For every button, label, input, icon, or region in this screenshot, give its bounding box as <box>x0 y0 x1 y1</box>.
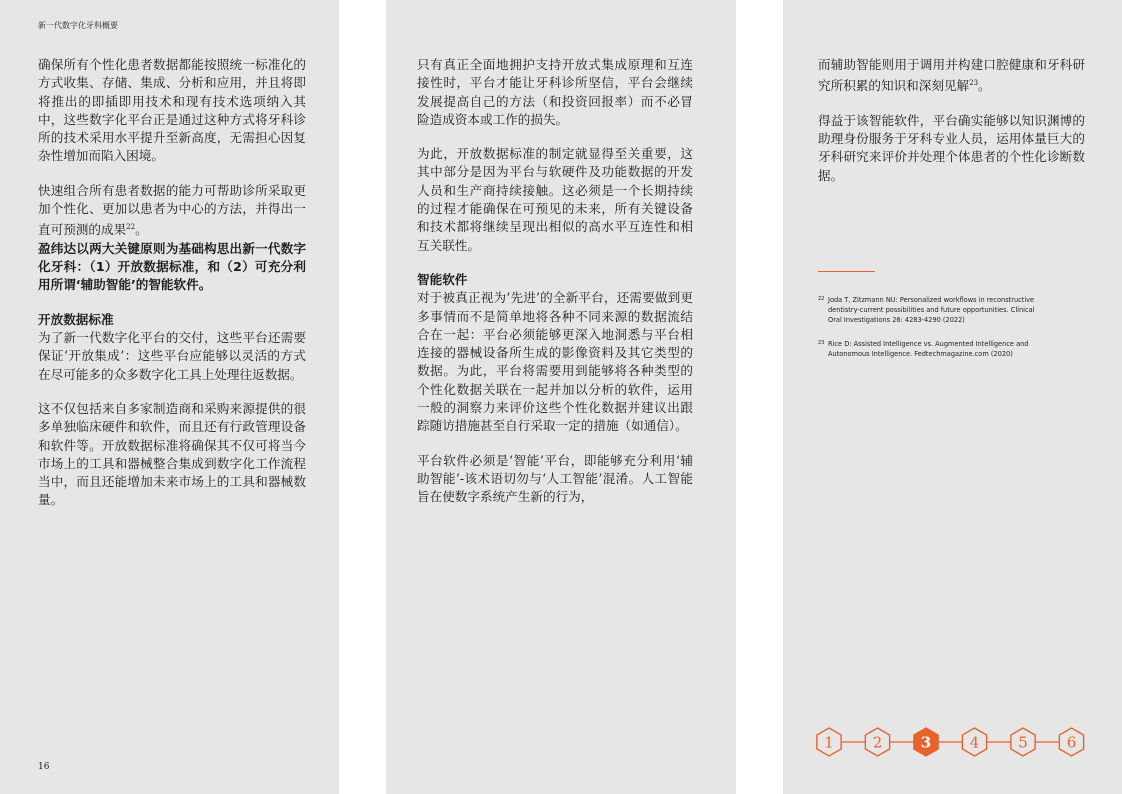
pager-item-label: 2 <box>872 733 883 752</box>
paragraph: 为了新一代数字化平台的交付，这些平台还需要保证‘开放集成’：这些平台应能够以灵活的方式在尽可能多的众多数字化工具上处理往返数据。 <box>38 330 306 382</box>
pager-item-label: 6 <box>1066 733 1077 752</box>
footnote-number: 22 <box>818 296 825 302</box>
page-number: 16 <box>38 762 50 772</box>
pager-item-4[interactable] <box>962 728 986 756</box>
paragraph: 确保所有个性化患者数据都能按照统一标准化的方式收集、存储、集成、分析和应用，并且将即将推出的即插即用技术和现有技术选项纳入其中，这些数字化平台正是通过这种方式将牙科诊所的技术采用水平提升至新高度，无需担心因复杂性增加而陷入困境。 <box>38 57 306 164</box>
footnote-number: 23 <box>818 340 825 346</box>
footnote-text: Joda T, Zitzmann NU: Personalized workflows in reconstructive dentistry-current possibilities and future opportunities. Clinical Oral Investigations 26: 4283-4290 (2022) <box>828 296 1035 324</box>
paragraph: 而辅助智能则用于调用并构建口腔健康和牙科研究所积累的知识和深刻见解$^{23}$。 <box>818 57 1085 94</box>
pager-item-label: 1 <box>824 733 834 752</box>
section-heading: 开放数据标准 <box>38 311 114 327</box>
paragraph: 平台软件必须是‘智能’平台，即能够充分利用‘辅助智能’-该术语切勿与‘人工智能’混淆。人工智能旨在使数字系统产生新的行为， <box>417 452 693 505</box>
pager-item-6[interactable] <box>1059 728 1083 756</box>
footnote-ref: 22 <box>126 223 136 232</box>
pager-item-1[interactable] <box>817 728 841 756</box>
pager-item-label: 4 <box>969 733 980 752</box>
paragraph: 对于被真正视为‘先进’的全新平台，还需要做到更多事情而不是简单地将各种不同来源的数据流结合在一起：平台必须能够更深入地洞悉与平台相连接的器械设备所生成的影像资料及其它类型的数据。为此，平台将需要用到能够将各种类型的个性化数据关联在一起并加以分析的软件，运用一般的洞察力来评价这些个性化数据并建议出跟踪随访措施甚至自行采取一定的措施（如通信）。 <box>417 290 693 434</box>
pager-item-label: 3 <box>920 733 932 752</box>
paragraph: 只有真正全面地拥护支持开放式集成原理和互连接性时，平台才能让牙科诊所坚信，平台会继续发展提高自己的方法（和投资回报率）而不必冒险造成资本或工作的损失。 <box>417 57 693 127</box>
footnote-text: Rice D: Assisted Intelligence vs. Augmented Intelligence and Autonomous Intelligence. Fedtechmagazine.com (2020) <box>828 340 1029 358</box>
paragraph: 为此，开放数据标准的制定就显得至关重要，这其中部分是因为平台与软硬件及功能数据的开发人员和生产商持续接触。这必须是一个长期持续的过程才能确保在可预见的未来，所有关键设备和技术都将继续呈现出相似的高水平互连性和相互关联性。 <box>417 146 693 253</box>
pager-item-3[interactable] <box>914 728 938 756</box>
footnote <box>818 295 1048 325</box>
paragraph: 这不仅包括来自多家制造商和采购来源提供的很多单独临床硬件和软件，而且还有行政管理设备和软件等。开放数据标准将确保其不仅可将当今市场上的工具和器械整合集成到数字化工作流程当中，而且还能增加未来市场上的工具和器械数量。 <box>38 400 306 508</box>
footnote <box>818 339 1048 359</box>
footnote-ref: 23 <box>969 79 979 88</box>
pager-item-2[interactable] <box>865 728 889 756</box>
section-heading: 智能软件 <box>417 271 468 287</box>
key-principles-statement: 盈纬达以两大关键原则为基础构思出新一代数字化牙科：（1）开放数据标准，和（2）可充分利用所谓‘辅助智能’的智能软件。 <box>38 240 306 293</box>
paragraph: 快速组合所有患者数据的能力可帮助诊所采取更加个性化、更加以患者为中心的方法，并得出一直可预测的成果$^{22}$。 <box>38 182 306 238</box>
pager-item-5[interactable] <box>1011 728 1035 756</box>
footnote-divider <box>818 271 875 272</box>
pager-item-label: 5 <box>1018 733 1028 752</box>
column-right-text <box>818 56 1085 201</box>
column-left-text <box>38 56 306 526</box>
paragraph: 得益于该智能软件，平台确实能够以知识渊博的助理身份服务于牙科专业人员，运用体量巨大的牙科研究来评价并处理个体患者的个性化诊断数据。 <box>818 112 1085 183</box>
section-pager <box>810 722 1110 762</box>
column-middle-text <box>417 56 693 523</box>
running-header: 新一代数字化牙科概要 <box>38 21 118 30</box>
